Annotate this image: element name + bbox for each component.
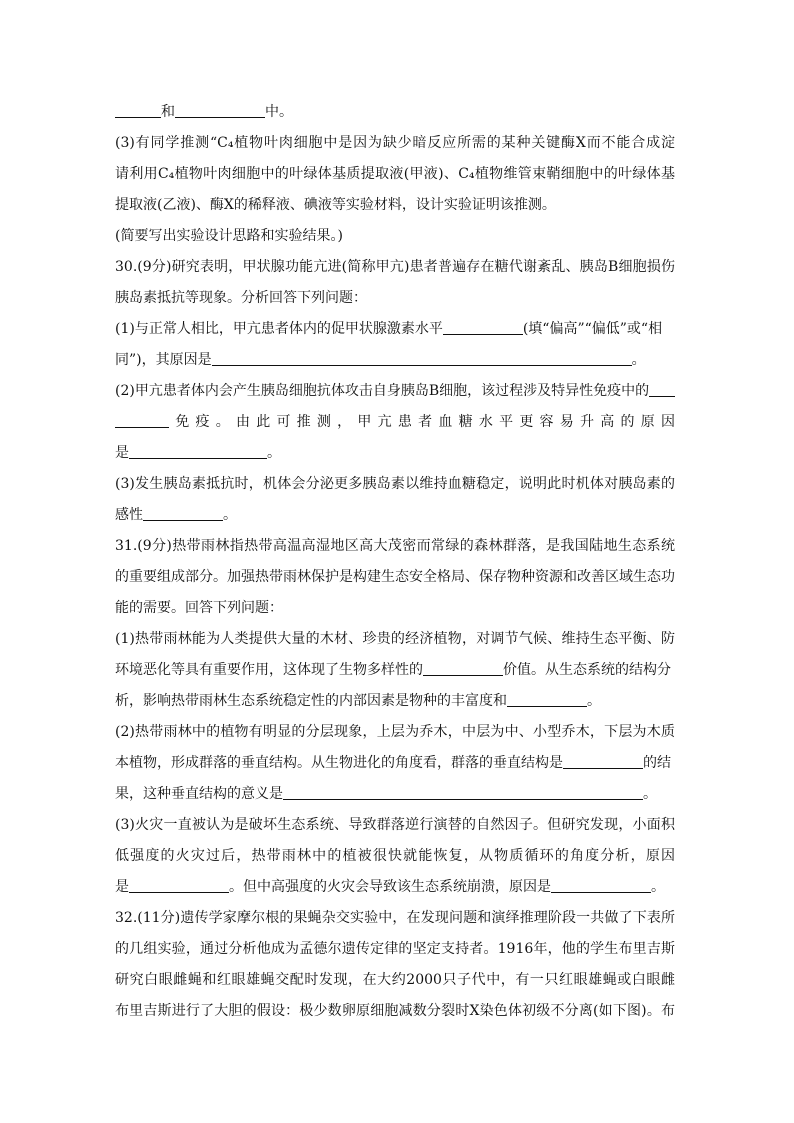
answer-blank[interactable] (507, 690, 587, 707)
text-line: 布里吉斯进行了大胆的假设：极少数卵原细胞减数分裂时X染色体初级不分离(如下图)。布 (115, 1003, 675, 1019)
answer-blank[interactable] (129, 442, 267, 459)
text-line: 环境恶化等具有重要作用，这体现了生物多样性的 价值。从生态系统的结构分 (115, 655, 675, 685)
text-line: 免疫。由此可推测，甲亢患者血糖水平更容易升高的原因 (115, 407, 675, 437)
text-line: 研究白眼雌蝇和红眼雄蝇交配时发现，在大约2000只子代中，有一只红眼雄蝇或白眼雌 (115, 972, 675, 988)
answer-blank[interactable] (143, 504, 223, 521)
text-line: 析，影响热带雨林生态系统稳定性的内部因素是物种的丰富度和 。 (115, 686, 675, 716)
question-31-heading: 31.(9分)热带雨林指热带高温高湿地区高大茂密而常绿的森林群落，是我国陆地生态系统 (115, 538, 675, 554)
text-line: 同”)，其原因是 。 (115, 345, 675, 375)
text-line: 低强度的火灾过后，热带雨林中的植被很快就能恢复，从物质循环的角度分析，原因 (115, 848, 675, 864)
text-line: 果，这种垂直结构的意义是 。 (115, 779, 675, 809)
answer-blank[interactable] (563, 752, 643, 769)
text-line: (3)有同学推测“C₄植物叶肉细胞中是因为缺少暗反应所需的某种关键酶X而不能合成淀 (115, 135, 675, 151)
text-line: (3)发生胰岛素抵抗时，机体会分泌更多胰岛素以维持血糖稳定，说明此时机体对胰岛素的 (115, 476, 675, 492)
text-line: 是 。 (115, 438, 675, 468)
text-line: (1)与正常人相比，甲亢患者体内的促甲状腺激素水平 (填“偏高”“偏低”或“相 (115, 314, 675, 344)
text-line: (2)甲亢患者体内会产生胰岛细胞抗体攻击自身胰岛B细胞，该过程涉及特异性免疫中的 (115, 376, 675, 406)
answer-blank[interactable] (551, 876, 651, 893)
text-line: 提取液(乙液)、酶X的稀释液、碘液等实验材料，设计实验证明该推测。 (115, 197, 556, 213)
text-line: 请利用C₄植物叶肉细胞中的叶绿体基质提取液(甲液)、C₄植物维管束鞘细胞中的叶绿体基 (115, 166, 675, 182)
answer-blank[interactable] (129, 876, 229, 893)
question-32-heading: 32.(11分)遗传学家摩尔根的果蝇杂交实验中，在发现问题和演绎推理阶段一共做了下表所 (115, 910, 675, 926)
answer-blank[interactable] (175, 101, 265, 118)
text-line: (简要写出实验设计思路和实验结果。) (115, 228, 343, 244)
answer-blank[interactable] (115, 411, 169, 428)
text-line: 胰岛素抵抗等现象。分析回答下列问题： (115, 290, 367, 306)
question-30-heading: 30.(9分)研究表明，甲状腺功能亢进(简称甲亢)患者普遍存在糖代谢紊乱、胰岛B细胞损伤 (115, 259, 675, 275)
answer-blank[interactable] (443, 318, 523, 335)
answer-blank[interactable] (212, 349, 632, 366)
text-line: 能的需要。回答下列问题： (115, 600, 283, 616)
text-line: (3)火灾一直被认为是破坏生态系统、导致群落逆行演替的自然因子。但研究发现，小面积 (115, 817, 675, 833)
answer-blank[interactable] (283, 783, 643, 800)
text-line: (1)热带雨林能为人类提供大量的木材、珍贵的经济植物，对调节气候、维持生态平衡、防 (115, 631, 675, 647)
answer-blank[interactable] (423, 659, 503, 676)
text-line: 和 中。 (115, 97, 675, 127)
text-line: 本植物，形成群落的垂直结构。从生物进化的角度看，群落的垂直结构是 的结 (115, 748, 675, 778)
text-line: 是 。但中高强度的火灾会导致该生态系统崩溃，原因是 。 (115, 872, 675, 902)
text-line: 的重要组成部分。加强热带雨林保护是构建生态安全格局、保存物种资源和改善区域生态功 (115, 569, 675, 585)
answer-blank[interactable] (649, 380, 675, 397)
text-line: (2)热带雨林中的植物有明显的分层现象，上层为乔木，中层为中、小型乔木，下层为木质 (115, 724, 675, 740)
text-line: 的几组实验，通过分析他成为孟德尔遗传定律的坚定支持者。1916年，他的学生布里吉斯 (115, 941, 675, 957)
answer-blank[interactable] (115, 101, 161, 118)
text-line: 感性 。 (115, 500, 675, 530)
